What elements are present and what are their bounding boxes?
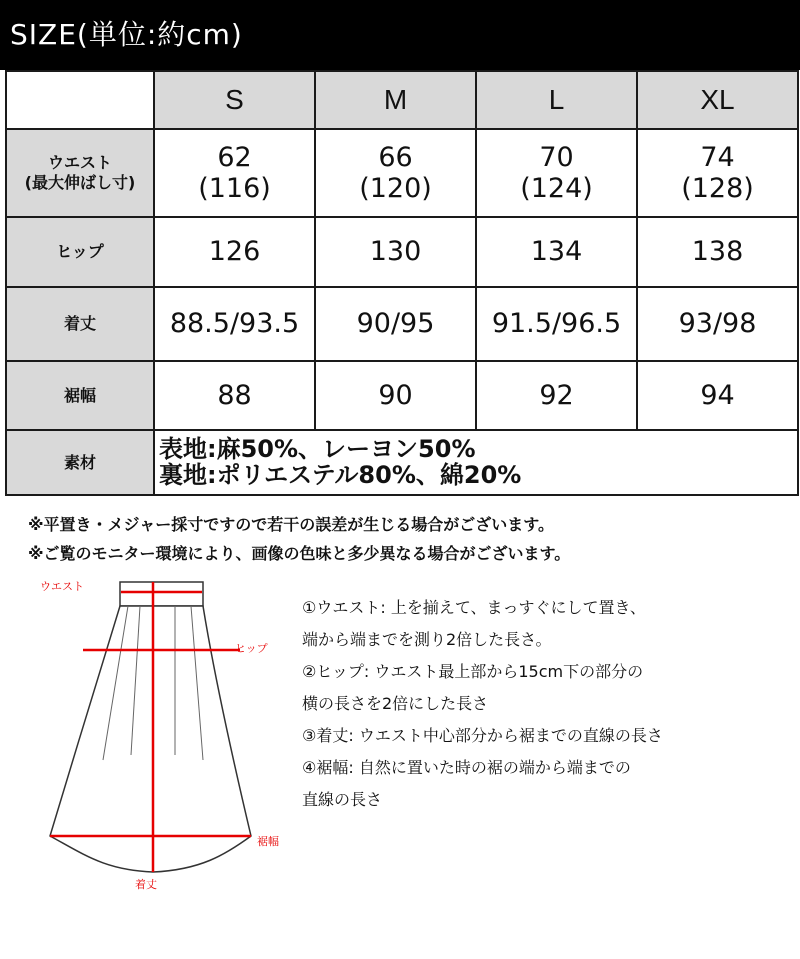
row-label-hip: ヒップ [6, 217, 154, 287]
table-row [6, 217, 798, 287]
waist-cell-xl [637, 129, 798, 217]
row-label-length: 着丈 [6, 287, 154, 361]
corner-cell [6, 71, 154, 129]
material-lining: 裏地:ポリエステル80%、綿20% [159, 460, 522, 489]
waist-max-value: (116) [198, 173, 271, 204]
desc-hip-line2: 横の長さを2倍にした長さ [302, 694, 489, 713]
waist-value: 66 [378, 141, 413, 173]
size-header-xl: XL [637, 71, 798, 129]
table-row [6, 361, 798, 430]
waist-diagram-label: ウエスト [40, 580, 84, 593]
size-header-l: L [476, 71, 637, 129]
desc-waist-line2: 端から端までを測り2倍した長さ。 [302, 630, 552, 649]
material-cell [154, 430, 798, 495]
waist-value: 74 [700, 141, 735, 173]
table-row [6, 129, 798, 217]
table-row [6, 287, 798, 361]
table-row [6, 430, 798, 495]
desc-hip-line1: ②ヒップ: ウエスト最上部から15cm下の部分の [302, 662, 644, 681]
skirt-waistband [120, 582, 203, 606]
length-cell-xl: 93/98 [637, 287, 798, 361]
skirt-body [50, 606, 251, 872]
hem-cell-xl: 94 [637, 361, 798, 430]
row-label-hem: 裾幅 [6, 361, 154, 430]
length-cell-l: 91.5/96.5 [476, 287, 637, 361]
hem-cell-m: 90 [315, 361, 476, 430]
waist-cell-s [154, 129, 315, 217]
row-label-waist-line1: ウエスト [47, 153, 112, 172]
desc-hem-line1: ④裾幅: 自然に置いた時の裾の端から端までの [302, 758, 631, 777]
waist-max-value: (128) [681, 173, 754, 204]
waist-cell-m [315, 129, 476, 217]
desc-length: ③着丈: ウエスト中心部分から裾までの直線の長さ [302, 726, 663, 745]
waist-cell-l [476, 129, 637, 217]
hem-cell-s: 88 [154, 361, 315, 430]
waist-max-value: (120) [359, 173, 432, 204]
length-cell-m: 90/95 [315, 287, 476, 361]
row-label-waist-line2: (最大伸ばし寸) [24, 173, 136, 192]
waist-max-value: (124) [520, 173, 593, 204]
material-outer: 表地:麻50%、レーヨン50% [159, 435, 476, 464]
row-label-waist [6, 129, 154, 217]
skirt-illustration [25, 570, 300, 900]
hip-diagram-label: ヒップ [235, 642, 268, 655]
hem-diagram-label: 裾幅 [257, 835, 279, 848]
hip-cell-xl: 138 [637, 217, 798, 287]
hem-cell-l: 92 [476, 361, 637, 430]
hip-cell-m: 130 [315, 217, 476, 287]
waist-value: 70 [539, 141, 574, 173]
hip-cell-s: 126 [154, 217, 315, 287]
waist-value: 62 [217, 141, 252, 173]
desc-waist-line1: ①ウエスト: 上を揃えて、まっすぐにして置き、 [302, 598, 646, 617]
size-table [5, 70, 799, 496]
row-label-material: 素材 [6, 430, 154, 495]
size-header-row [6, 71, 798, 129]
desc-hem-line2: 直線の長さ [302, 790, 383, 809]
note-color: ※ご覧のモニター環境により、画像の色味と多少異なる場合がございます。 [28, 544, 571, 563]
hip-cell-l: 134 [476, 217, 637, 287]
length-cell-s: 88.5/93.5 [154, 287, 315, 361]
measurement-descriptions [302, 592, 663, 816]
size-header-m: M [315, 71, 476, 129]
notes [28, 510, 570, 568]
skirt-diagram [25, 570, 300, 900]
size-header-s: S [154, 71, 315, 129]
length-diagram-label: 着丈 [135, 878, 157, 891]
note-measurement: ※平置き・メジャー採寸ですので若干の誤差が生じる場合がございます。 [28, 515, 554, 534]
page-title: SIZE(単位:約cm) [0, 0, 800, 70]
